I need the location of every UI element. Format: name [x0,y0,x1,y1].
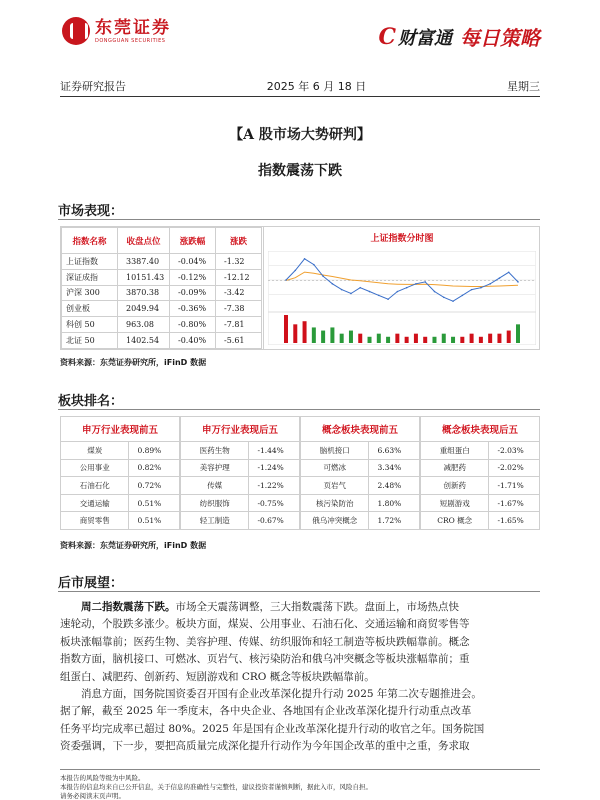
chart-volume-bar [358,334,362,343]
logo-right-name: 财富通 [398,27,452,49]
chart-point [369,291,371,293]
board-name: 煤炭 [61,442,129,459]
outlook-paragraph-1 [60,599,540,686]
chart-point [341,289,343,291]
chart-point [285,279,287,281]
report-type: 证券研究报告 [60,80,126,93]
board-name: 减肥药 [421,460,489,477]
board-name: 可燃冰 [301,460,369,477]
chart-point [294,270,296,272]
market-cell: -0.12% [170,269,216,285]
board-row [420,477,540,495]
chart-volume-bar [432,337,436,343]
board-row [60,495,180,513]
report-meta [60,78,540,94]
board-row [180,477,300,495]
board-value: 0.72% [137,480,162,490]
board-name: 核污染防治 [301,495,369,512]
chart-volume-bar [330,327,334,343]
footer-risk: 本报告的风险等级为中风险。 [60,774,145,782]
market-table [61,227,262,349]
board-row [420,495,540,513]
market-header-cell: 指数名称 [62,228,118,254]
board-name: 商贸零售 [61,512,129,529]
chart-point [434,291,436,293]
board-value: -1.44% [257,445,284,455]
chart-volume-bar [293,324,297,343]
chart-point [313,264,315,266]
market-cell: 1402.54 [118,332,170,348]
chart-volume-bar [349,331,353,343]
outlook-line: 资委强调，下一步，要把高质量完成深化提升行动作为今年国企改革的重中之重，务求取 [60,740,470,753]
market-header-cell: 收盘点位 [118,228,170,254]
logo-left-en: DONGGUAN SECURITIES [95,38,166,44]
market-table-row [62,301,262,317]
board-name: 医药生物 [181,442,249,459]
board-table-title: 申万行业表现前五 [60,416,180,442]
board-value: 0.89% [137,445,162,455]
market-table-row [62,254,262,270]
chart-point [452,300,454,302]
board-value: 0.82% [137,463,162,473]
market-table-row [62,285,262,301]
board-table-title: 概念板块表现后五 [420,416,540,442]
caifutong-logo-icon: C [378,23,396,50]
board-row [420,442,540,460]
board-row [300,460,420,478]
board-row [180,512,300,530]
chart-point [489,283,491,285]
outlook-section-divider [58,591,540,592]
market-table-row [62,317,262,333]
board-row [420,512,540,530]
market-table-row [62,269,262,285]
logo-left-cn: 东莞证券 [95,18,171,38]
chart-point [415,283,417,285]
market-source: 资料来源：东莞证券研究所，iFinD 数据 [60,358,207,367]
market-cell: 10151.43 [118,269,170,285]
board-value: 6.63% [377,445,402,455]
footer-divider [60,769,540,770]
chart-volume-bar [479,337,483,343]
chart-volume-bar [395,334,399,343]
market-section-divider [58,219,540,220]
market-cell: -0.04% [170,254,216,270]
board-value: -2.02% [497,463,524,473]
market-cell: 3870.38 [118,285,170,301]
chart-point [499,277,501,279]
dongguan-securities-logo [62,17,171,45]
market-cell: -3.42 [216,285,262,301]
chart-volume-bar [312,327,316,343]
board-name: 短剧游戏 [421,495,489,512]
board-value: -1.67% [497,498,524,508]
caifutong-logo [378,22,540,51]
board-row [60,477,180,495]
board-name: 创新药 [421,477,489,494]
board-table [420,416,540,530]
chart-volume-bar [470,334,474,343]
outlook-line: 任务平均完成率已超过 80%。2025 年是国有企业改革深化提升行动的收官之年。国务院国 [60,722,485,735]
chart-volume-bar [303,321,307,343]
dongguan-logo-icon [62,17,90,45]
intraday-chart [268,251,536,345]
board-name: CRO 概念 [421,512,489,529]
outlook-line: 消息方面，国务院国资委召开国有企业改革深化提升行动 2025 年第二次专题推进会。 [81,688,482,700]
market-cell: -7.81 [216,317,262,333]
chart-volume-bar [488,334,492,343]
market-section-heading: 市场表现： [58,204,124,219]
market-cell: -5.61 [216,332,262,348]
board-value: 1.80% [377,498,402,508]
market-cell: 创业板 [62,301,118,317]
board-value: 2.48% [377,480,402,490]
market-table-row [62,332,262,348]
chart-volume-bar [497,334,501,343]
outlook-paragraph-2 [60,686,540,756]
report-date: 2025 年 6 月 18 日 [266,80,367,93]
board-value: 1.72% [377,516,402,526]
chart-volume-bar [377,334,381,343]
board-name: 交通运输 [61,495,129,512]
outlook-line: 指数方面，脑机接口、可燃冰、页岩气、核污染防治和俄乌冲突概念等板块涨幅靠前；重 [60,653,470,666]
footer-disclaimer: 本报告的信息均来自已公开信息，关于信息的准确性与完整性，建议投资者谨慎判断，据此入市，风险自担。 [60,783,372,791]
board-value: -1.71% [497,480,524,490]
board-value: 3.34% [377,463,402,473]
chart-point [443,297,445,299]
board-row [300,442,420,460]
chart-point [508,272,510,274]
market-cell: 科创 50 [62,317,118,333]
footer-note: 请务必阅读末页声明。 [60,792,125,800]
market-header-cell: 涨跌 [216,228,262,254]
logo-right-strategy: 每日策略 [460,26,540,50]
board-value: 0.51% [137,516,162,526]
chart-point [462,295,464,297]
chart-title: 上证指数分时图 [370,234,434,244]
board-row [300,495,420,513]
board-name: 公用事业 [61,460,129,477]
chart-point [517,281,519,283]
report-subtitle: 指数震荡下跌 [258,163,342,179]
chart-volume-bar [414,334,418,343]
board-table-title: 申万行业表现后五 [180,416,300,442]
market-cell: 963.08 [118,317,170,333]
board-value: -2.03% [497,445,524,455]
chart-point [378,295,380,297]
board-value: 0.51% [137,498,162,508]
market-cell: -1.32 [216,254,262,270]
board-name: 美容护理 [181,460,249,477]
chart-volume-bar [284,315,288,343]
board-row [180,460,300,478]
board-row [300,477,420,495]
chart-point [406,287,408,289]
outlook-line: 板块涨幅靠前；医药生物、美容护理、传媒、纺织服饰和轻工制造等板块跌幅靠前。概念 [60,635,470,648]
market-cell: 2049.94 [118,301,170,317]
board-name: 传媒 [181,477,249,494]
board-row [180,495,300,513]
chart-volume-bar [451,337,455,343]
chart-volume-bar [368,337,372,343]
market-cell: -7.38 [216,301,262,317]
chart-point [359,287,361,289]
board-row [300,512,420,530]
board-name: 重组蛋白 [421,442,489,459]
board-value: -0.67% [257,516,284,526]
market-cell: -12.12 [216,269,262,285]
board-name: 纺织服饰 [181,495,249,512]
outlook-line: 速轮动，个股跌多涨少。板块方面，煤炭、公用事业、石油石化、交通运输和商贸零售等 [60,618,470,631]
outlook-line: 据了解，截至 2025 年一季度末，各中央企业、各地国有企业改革深化提升行动重点改革 [60,705,472,718]
chart-point [387,298,389,300]
market-cell: -0.40% [170,332,216,348]
chart-volume-bar [507,331,511,343]
market-cell: 沪深 300 [62,285,118,301]
board-value: -1.65% [497,516,524,526]
chart-point [350,293,352,295]
board-table [60,416,180,530]
market-cell: -0.36% [170,301,216,317]
boards-section-divider [58,409,540,410]
boards-source: 资料来源：东莞证券研究所，iFinD 数据 [60,541,207,550]
board-value: -1.24% [257,463,284,473]
chart-point [304,258,306,260]
market-cell: -0.80% [170,317,216,333]
boards-section-heading: 板块排名： [58,394,124,409]
chart-volume-bar [340,334,344,343]
chart-point [480,287,482,289]
chart-volume-bar [442,334,446,343]
board-row [180,442,300,460]
report-header [0,0,600,72]
board-name: 脑机接口 [301,442,369,459]
market-cell: 3387.40 [118,254,170,270]
market-cell: 深证成指 [62,269,118,285]
board-table [300,416,420,530]
market-cell: 北证 50 [62,332,118,348]
outlook-section-heading: 后市展望： [58,576,124,591]
chart-volume-bar [321,331,325,343]
chart-point [397,291,399,293]
board-value: -0.75% [257,498,284,508]
market-panel [60,226,540,350]
intraday-chart-panel [263,227,540,349]
outlook-line: 周二指数震荡下跌。市场全天震荡调整，三大指数震荡下跌。盘面上，市场热点快 [81,601,459,613]
market-table-header [62,228,262,254]
board-name: 页岩气 [301,477,369,494]
outlook-lead: 周二指数震荡下跌。 [81,601,176,613]
board-name: 俄乌冲突概念 [301,512,369,529]
chart-volume-bar [460,337,464,343]
board-name: 石油石化 [61,477,129,494]
board-table [180,416,300,530]
chart-point [322,275,324,277]
board-row [60,460,180,478]
chart-point [424,281,426,283]
chart-point [471,289,473,291]
board-row [60,442,180,460]
market-cell: -0.09% [170,285,216,301]
market-header-cell: 涨跌幅 [170,228,216,254]
chart-volume-bar [405,337,409,343]
chart-volume-bar [516,324,520,343]
chart-volume-bar [423,337,427,343]
chart-point [332,283,334,285]
board-row [420,460,540,478]
outlook-line: 组蛋白、减肥药、创新药、短剧游戏和 CRO 概念等板块跌幅靠前。 [60,670,375,683]
chart-volume-bar [386,337,390,343]
report-weekday: 星期三 [506,80,540,93]
board-name: 轻工制造 [181,512,249,529]
market-cell: 上证指数 [62,254,118,270]
meta-divider [60,96,540,97]
board-table-title: 概念板块表现前五 [300,416,420,442]
report-title: 【A 股市场大势研判】 [229,127,371,143]
board-value: -1.22% [257,480,284,490]
board-row [60,512,180,530]
